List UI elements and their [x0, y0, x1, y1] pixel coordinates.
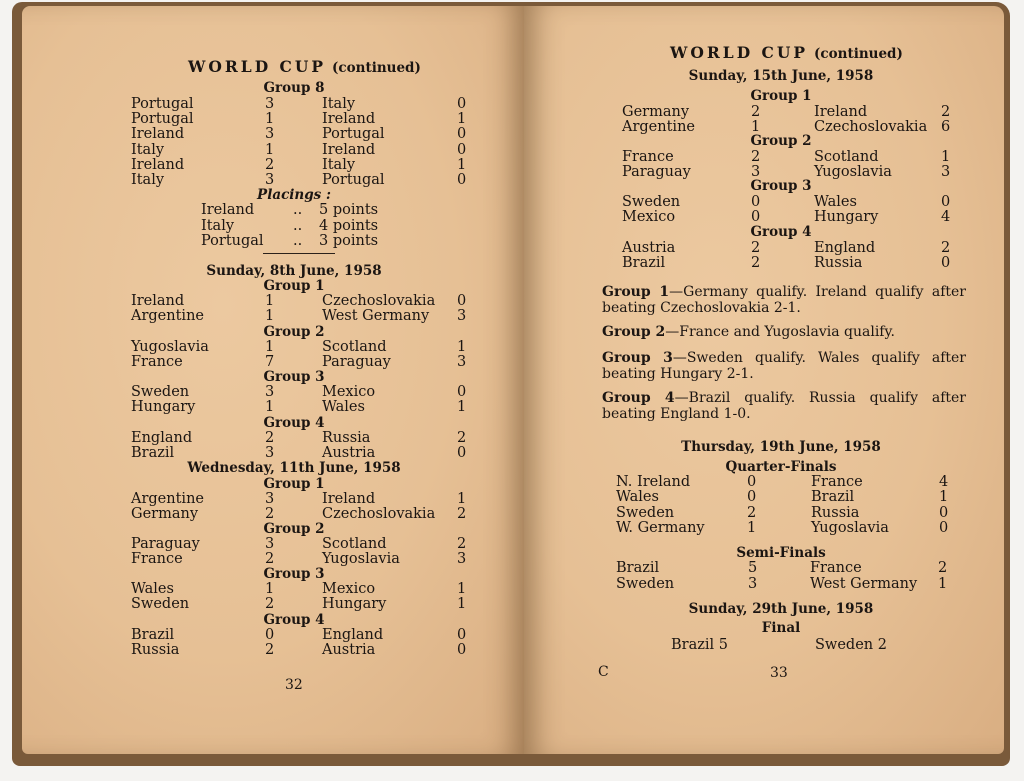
home-score: 1 [265, 399, 275, 416]
placing-row [22, 234, 524, 249]
away-team: Scotland [322, 536, 387, 552]
home-team: Brazil [616, 560, 660, 576]
away-score: 3 [941, 164, 951, 181]
away-score: 3 [457, 551, 467, 568]
home-team: Argentine [131, 491, 204, 507]
home-score: 1 [751, 119, 761, 136]
home-team: Sweden [131, 384, 190, 400]
away-score: 0 [457, 445, 467, 462]
home-score: 5 [748, 560, 758, 576]
away-score: 0 [939, 519, 949, 536]
page-number: 33 [770, 665, 788, 681]
home-team: Argentine [131, 308, 204, 325]
note-label: Group 2 [602, 324, 666, 340]
match-row [22, 143, 524, 158]
match-row [524, 256, 1004, 271]
home-score: 2 [751, 255, 761, 272]
home-score: 2 [265, 430, 275, 446]
home-team: Italy [131, 172, 165, 188]
home-team: Russia [131, 642, 180, 659]
home-score: 3 [265, 384, 275, 400]
away-team: Brazil [811, 489, 855, 506]
group-heading: Group 1 [263, 476, 325, 492]
match-row [22, 97, 524, 112]
match-row [22, 628, 524, 643]
home-score: 3 [265, 536, 275, 552]
away-team: Portugal [322, 172, 385, 188]
home-team: France [131, 354, 183, 371]
match-row [524, 490, 1004, 505]
group-heading: Group 3 [750, 178, 812, 194]
home-score: 1 [265, 111, 275, 128]
home-team: Sweden [616, 504, 675, 521]
home-score: 2 [265, 596, 275, 613]
match-row [524, 521, 1004, 536]
away-score: 0 [457, 172, 467, 188]
away-score: 2 [938, 560, 948, 576]
placing-team: Italy [201, 217, 235, 234]
away-score: 0 [941, 255, 951, 272]
match-row [524, 577, 1004, 592]
note-label: Group 1 [602, 284, 670, 300]
group-heading: Group 4 [750, 224, 812, 240]
page-title [670, 43, 903, 62]
date-heading: Sunday, 8th June, 1958 [206, 263, 382, 279]
away-team: Hungary [814, 209, 879, 226]
title-main: WORLD CUP [188, 57, 327, 76]
note-label: Group 3 [602, 350, 673, 366]
group-note [602, 285, 966, 316]
away-team: Wales [322, 399, 365, 416]
match-row [22, 294, 524, 309]
away-team: Ireland [322, 491, 376, 507]
match-row [22, 158, 524, 173]
away-team: Ireland [322, 141, 376, 158]
away-score: 0 [457, 141, 467, 158]
away-score: 2 [457, 430, 467, 446]
home-score: 1 [265, 293, 275, 309]
home-team: Portugal [131, 111, 194, 128]
final-away: Sweden 2 [815, 637, 887, 653]
home-team: Germany [131, 506, 199, 523]
away-score: 1 [457, 581, 467, 597]
away-score: 0 [457, 384, 467, 400]
note-text: —France and Yugoslavia qualify. [665, 324, 895, 340]
home-team: Mexico [622, 209, 676, 226]
match-row [524, 150, 1004, 165]
away-team: Mexico [322, 384, 376, 400]
away-score: 1 [457, 339, 467, 355]
signature-mark: C [598, 664, 609, 680]
home-team: Wales [131, 581, 174, 597]
away-team: Wales [814, 194, 857, 210]
home-score: 3 [748, 575, 758, 592]
home-score: 1 [265, 141, 275, 158]
placing-row [22, 219, 524, 234]
placing-row [22, 203, 524, 218]
away-team: West Germany [322, 308, 430, 325]
match-row [524, 105, 1004, 120]
match-row [22, 492, 524, 507]
match-row [524, 210, 1004, 225]
match-row [524, 195, 1004, 210]
away-score: 0 [457, 126, 467, 143]
home-score: 0 [265, 627, 275, 643]
match-row [22, 643, 524, 658]
home-team: Italy [131, 141, 165, 158]
placing-points: 3 points [319, 233, 379, 249]
home-team: Ireland [131, 156, 185, 173]
away-score: 2 [457, 536, 467, 552]
away-team: Italy [322, 96, 356, 112]
away-team: Italy [322, 156, 356, 173]
placing-team: Ireland [201, 202, 255, 218]
group-heading: Group 2 [263, 521, 325, 537]
home-score: 2 [751, 240, 761, 256]
home-team: Paraguay [622, 164, 691, 181]
match-row [22, 446, 524, 461]
home-score: 2 [747, 504, 757, 521]
group-heading: Group 8 [263, 80, 325, 96]
home-team: Germany [622, 104, 690, 120]
final-home: Brazil 5 [671, 637, 728, 653]
home-team: France [131, 551, 183, 568]
away-score: 0 [939, 504, 949, 521]
home-score: 2 [265, 642, 275, 659]
home-score: 2 [265, 506, 275, 523]
match-row [22, 552, 524, 567]
group-heading: Group 2 [750, 133, 812, 149]
away-team: Yugoslavia [322, 551, 400, 568]
date-heading: Thursday, 19th June, 1958 [681, 439, 881, 455]
group-heading: Group 4 [263, 612, 325, 628]
home-score: 3 [265, 172, 275, 188]
away-team: Portugal [322, 126, 385, 143]
away-score: 1 [939, 489, 949, 506]
away-score: 1 [457, 399, 467, 416]
match-row [22, 173, 524, 188]
divider [263, 253, 335, 254]
home-team: W. Germany [616, 519, 705, 536]
round-heading: Semi-Finals [736, 545, 826, 561]
note-label: Group 4 [602, 390, 675, 406]
match-row [22, 431, 524, 446]
home-score: 3 [265, 445, 275, 462]
group-heading: Group 4 [263, 415, 325, 431]
match-row [22, 309, 524, 324]
home-team: Brazil [622, 255, 666, 272]
date-heading: Sunday, 29th June, 1958 [688, 601, 874, 617]
home-team: Yugoslavia [131, 339, 209, 355]
group-heading: Group 3 [263, 566, 325, 582]
group-heading: Group 1 [750, 88, 812, 104]
away-team: France [810, 560, 862, 576]
home-team: Brazil [131, 445, 175, 462]
home-team: England [131, 430, 193, 446]
away-team: Czechoslovakia [322, 293, 436, 309]
away-score: 4 [939, 474, 949, 490]
home-score: 2 [751, 149, 761, 165]
page-title [188, 57, 421, 76]
away-score: 4 [941, 209, 951, 226]
away-score: 2 [457, 506, 467, 523]
away-score: 1 [938, 575, 948, 592]
away-team: Scotland [322, 339, 387, 355]
note-text: —Sweden qualify. Wales qualify after beating Hungary 2-1. [602, 350, 966, 382]
title-main: WORLD CUP [670, 43, 809, 62]
home-score: 3 [265, 96, 275, 112]
away-team: Ireland [322, 111, 376, 128]
home-score: 0 [751, 209, 761, 226]
date-heading: Sunday, 15th June, 1958 [688, 68, 874, 84]
home-score: 0 [747, 474, 757, 490]
away-team: Russia [814, 255, 863, 272]
match-row [22, 355, 524, 370]
home-team: France [622, 149, 674, 165]
page-number: 32 [285, 677, 303, 693]
away-team: Yugoslavia [814, 164, 892, 181]
home-team: Brazil [131, 627, 175, 643]
away-team: Russia [322, 430, 371, 446]
home-score: 0 [747, 489, 757, 506]
match-row [22, 385, 524, 400]
away-score: 0 [457, 642, 467, 659]
away-team: France [811, 474, 863, 490]
away-team: Austria [322, 445, 376, 462]
group-heading: Group 3 [263, 369, 325, 385]
home-score: 1 [265, 581, 275, 597]
home-team: Argentine [622, 119, 695, 136]
right-page [524, 6, 1004, 754]
home-team: Austria [622, 240, 676, 256]
home-score: 7 [265, 354, 275, 371]
away-team: Russia [811, 504, 860, 521]
group-note [602, 351, 966, 382]
match-row [524, 561, 1004, 576]
away-score: 0 [941, 194, 951, 210]
away-team: Czechoslovakia [814, 119, 928, 136]
away-team: Scotland [814, 149, 879, 165]
home-team: Wales [616, 489, 659, 506]
match-row [22, 507, 524, 522]
title-sub: (continued) [332, 60, 421, 76]
away-score: 1 [457, 491, 467, 507]
home-score: 1 [265, 339, 275, 355]
away-team: Austria [322, 642, 376, 659]
away-team: Czechoslovakia [322, 506, 436, 523]
placing-team: Portugal [201, 233, 264, 249]
note-text: —Brazil qualify. Russia qualify after beating England 1-0. [602, 390, 966, 422]
away-team: England [322, 627, 384, 643]
home-team: Ireland [131, 293, 185, 309]
placings-heading: Placings : [257, 187, 331, 203]
placing-dots: .. [293, 233, 303, 249]
away-score: 1 [457, 596, 467, 613]
away-team: Yugoslavia [811, 519, 889, 536]
home-score: 2 [751, 104, 761, 120]
group-note [602, 391, 966, 422]
match-row [22, 340, 524, 355]
away-score: 1 [457, 111, 467, 128]
away-team: Mexico [322, 581, 376, 597]
home-team: Sweden [622, 194, 681, 210]
match-row [22, 400, 524, 415]
booklet [12, 2, 1010, 766]
home-team: Ireland [131, 126, 185, 143]
match-row [524, 241, 1004, 256]
date-heading: Wednesday, 11th June, 1958 [187, 460, 401, 476]
group-heading: Group 2 [263, 324, 325, 340]
match-row [22, 537, 524, 552]
home-score: 3 [265, 126, 275, 143]
away-score: 1 [941, 149, 951, 165]
round-heading: Quarter-Finals [725, 459, 837, 475]
away-score: 0 [457, 96, 467, 112]
match-row [22, 127, 524, 142]
placing-dots: .. [293, 217, 303, 234]
placing-dots: .. [293, 202, 303, 218]
group-heading: Group 1 [263, 278, 325, 294]
home-score: 3 [265, 491, 275, 507]
title-sub: (continued) [814, 46, 903, 62]
away-team: England [814, 240, 876, 256]
match-row [22, 582, 524, 597]
home-score: 2 [265, 551, 275, 568]
match-row [22, 112, 524, 127]
round-heading: Final [761, 620, 801, 636]
away-score: 0 [457, 293, 467, 309]
away-team: Hungary [322, 596, 387, 613]
match-row [22, 597, 524, 612]
home-team: N. Ireland [616, 474, 691, 490]
away-team: Ireland [814, 104, 868, 120]
home-team: Hungary [131, 399, 196, 416]
placing-points: 4 points [319, 217, 379, 234]
home-score: 1 [747, 519, 757, 536]
match-row [524, 506, 1004, 521]
placing-points: 5 points [319, 202, 379, 218]
away-score: 6 [941, 119, 951, 136]
home-score: 0 [751, 194, 761, 210]
away-score: 1 [457, 156, 467, 173]
home-score: 2 [265, 156, 275, 173]
away-score: 0 [457, 627, 467, 643]
home-team: Portugal [131, 96, 194, 112]
home-score: 3 [751, 164, 761, 181]
away-score: 2 [941, 104, 951, 120]
match-row [524, 475, 1004, 490]
home-team: Sweden [131, 596, 190, 613]
home-team: Sweden [616, 575, 675, 592]
note-text: —Germany qualify. Ireland qualify after beating Czechoslovakia 2-1. [602, 284, 966, 316]
home-score: 1 [265, 308, 275, 325]
left-page [22, 6, 524, 754]
away-team: West Germany [810, 575, 918, 592]
home-team: Paraguay [131, 536, 200, 552]
away-score: 3 [457, 354, 467, 371]
away-team: Paraguay [322, 354, 391, 371]
away-score: 3 [457, 308, 467, 325]
away-score: 2 [941, 240, 951, 256]
group-note [602, 325, 966, 341]
